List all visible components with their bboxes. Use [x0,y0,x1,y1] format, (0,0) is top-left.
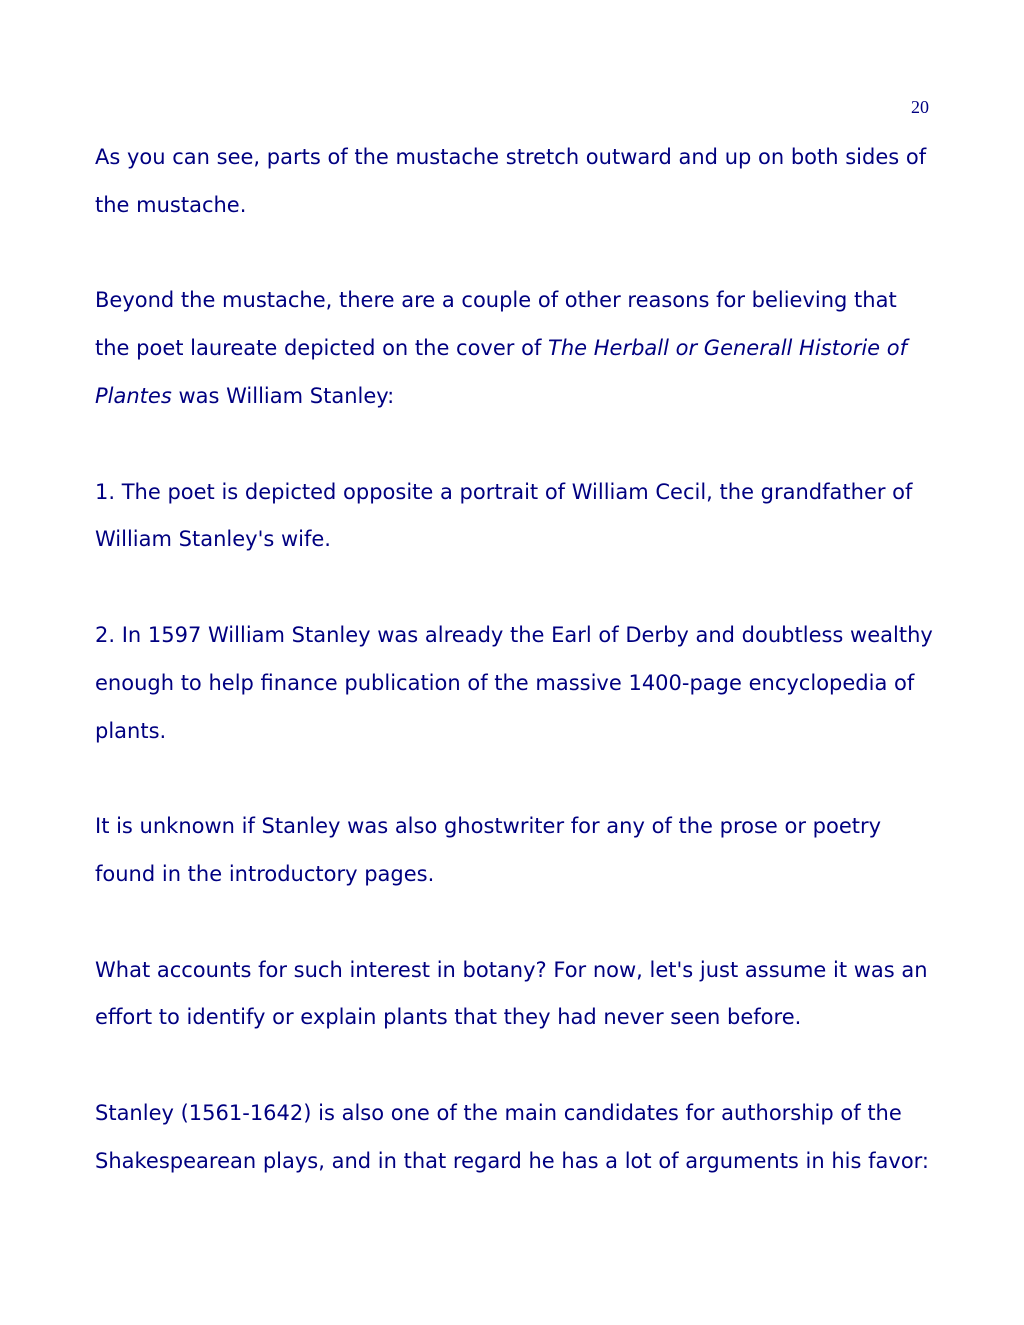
paragraph-mustache-description: As you can see, parts of the mustache stretch outward and up on both sides of the mustache. [95,145,927,217]
page-number: 20 [911,97,929,117]
paragraph-reason-two: 2. In 1597 William Stanley was already the Earl of Derby and doubtless wealthy enough to help finance publication of the massive 1400-page encyclopedia of plants. [95,622,933,743]
paragraph-reason-one: 1. The poet is depicted opposite a portrait of William Cecil, the grandfather of William Stanley's wife. [95,479,913,552]
paragraph-reasons-intro-after: was William Stanley: [171,383,395,408]
paragraph-reasons-intro [95,277,935,420]
paragraph-ghostwriter: It is unknown if Stanley was also ghostwriter for any of the prose or poetry found in the introductory pages. [95,814,882,886]
paragraph-botany-interest: What accounts for such interest in botany? For now, let's just assume it was an effort to identify or explain plants that they had never seen before. [95,957,928,1030]
paragraph-authorship: Stanley (1561-1642) is also one of the main candidates for authorship of the Shakespearean plays, and in that regard he has a lot of arguments in his favor: [95,1100,930,1173]
paragraph-reasons-intro-before: Beyond the mustache, there are a couple of other reasons for believing that the poet laureate depicted on the cover of [95,288,897,361]
body-text [95,134,935,1186]
book-title: The Herball or Generall Historie of Plantes [95,336,908,408]
